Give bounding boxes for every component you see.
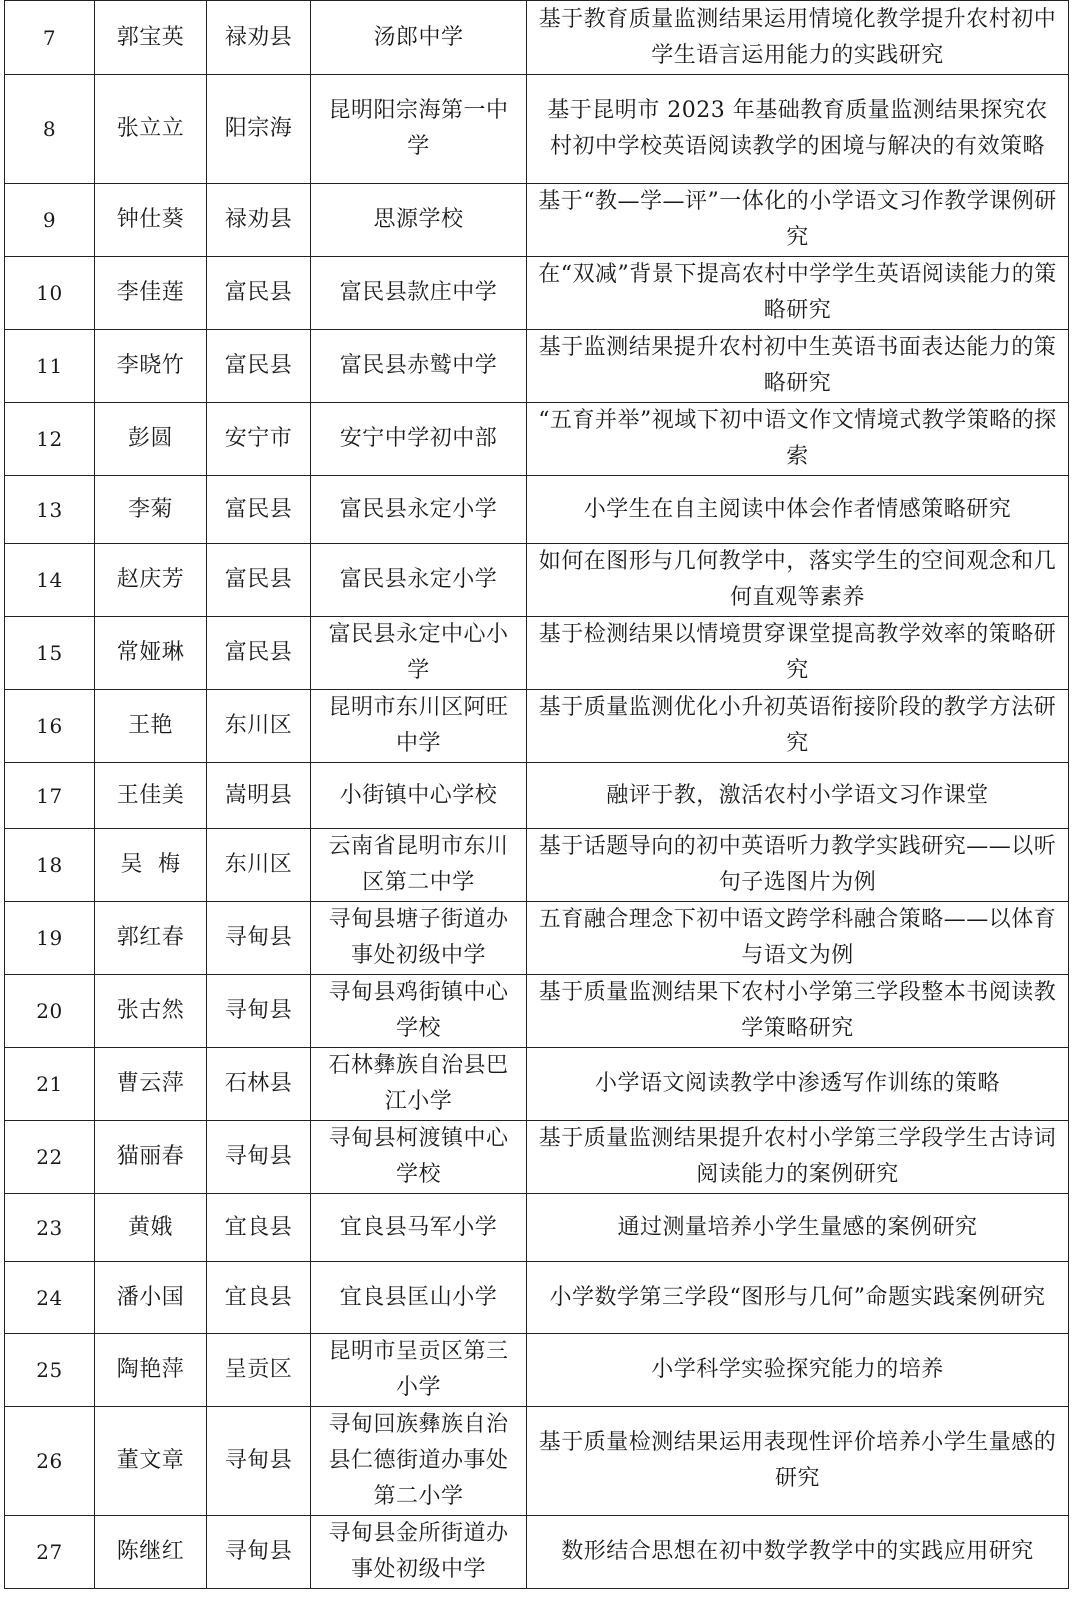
cell-name: 张古然 <box>95 975 207 1048</box>
cell-school: 思源学校 <box>311 184 527 257</box>
cell-school: 小街镇中心学校 <box>311 763 527 829</box>
cell-no: 10 <box>5 257 95 330</box>
cell-school: 寻甸县鸡街镇中心学校 <box>311 975 527 1048</box>
cell-no: 23 <box>5 1194 95 1262</box>
cell-no: 21 <box>5 1048 95 1121</box>
cell-no: 22 <box>5 1121 95 1194</box>
table-row <box>5 1334 1069 1407</box>
cell-no: 20 <box>5 975 95 1048</box>
table-row <box>5 763 1069 829</box>
cell-school: 寻甸县金所街道办事处初级中学 <box>311 1516 527 1589</box>
table-row <box>5 1048 1069 1121</box>
cell-title: 基于话题导向的初中英语听力教学实践研究——以听句子选图片为例 <box>527 829 1069 902</box>
table-row <box>5 184 1069 257</box>
cell-title: 基于检测结果以情境贯穿课堂提高教学效率的策略研究 <box>527 617 1069 690</box>
table-row <box>5 975 1069 1048</box>
cell-title: 小学语文阅读教学中渗透写作训练的策略 <box>527 1048 1069 1121</box>
cell-county: 富民县 <box>207 617 311 690</box>
cell-title: 小学生在自主阅读中体会作者情感策略研究 <box>527 476 1069 544</box>
cell-name: 吴 梅 <box>95 829 207 902</box>
cell-county: 禄劝县 <box>207 1 311 75</box>
cell-name: 郭宝英 <box>95 1 207 75</box>
cell-county: 禄劝县 <box>207 184 311 257</box>
cell-school: 富民县永定小学 <box>311 544 527 617</box>
cell-name: 王佳美 <box>95 763 207 829</box>
cell-title: 数形结合思想在初中数学教学中的实践应用研究 <box>527 1516 1069 1589</box>
cell-no: 15 <box>5 617 95 690</box>
table-row <box>5 1194 1069 1262</box>
table-row <box>5 1 1069 75</box>
cell-name: 陶艳萍 <box>95 1334 207 1407</box>
cell-county: 嵩明县 <box>207 763 311 829</box>
cell-county: 寻甸县 <box>207 902 311 975</box>
cell-no: 11 <box>5 330 95 403</box>
cell-name: 陈继红 <box>95 1516 207 1589</box>
cell-name: 彭圆 <box>95 403 207 476</box>
cell-county: 东川区 <box>207 690 311 763</box>
cell-county: 寻甸县 <box>207 1121 311 1194</box>
table-row <box>5 476 1069 544</box>
cell-county: 安宁市 <box>207 403 311 476</box>
cell-title: 小学科学实验探究能力的培养 <box>527 1334 1069 1407</box>
cell-county: 富民县 <box>207 257 311 330</box>
cell-school: 昆明市呈贡区第三小学 <box>311 1334 527 1407</box>
cell-county: 富民县 <box>207 544 311 617</box>
cell-school: 富民县款庄中学 <box>311 257 527 330</box>
cell-county: 石林县 <box>207 1048 311 1121</box>
cell-county: 宜良县 <box>207 1262 311 1334</box>
cell-title: 基于质量检测结果运用表现性评价培养小学生量感的研究 <box>527 1407 1069 1516</box>
cell-title: 融评于教，激活农村小学语文习作课堂 <box>527 763 1069 829</box>
cell-no: 25 <box>5 1334 95 1407</box>
table-row <box>5 403 1069 476</box>
cell-county: 寻甸县 <box>207 975 311 1048</box>
cell-school: 富民县赤鹫中学 <box>311 330 527 403</box>
cell-no: 26 <box>5 1407 95 1516</box>
cell-title: 在“双减”背景下提高农村中学学生英语阅读能力的策略研究 <box>527 257 1069 330</box>
cell-school: 昆明阳宗海第一中学 <box>311 75 527 184</box>
cell-title: 基于教育质量监测结果运用情境化教学提升农村初中学生语言运用能力的实践研究 <box>527 1 1069 75</box>
cell-school: 昆明市东川区阿旺中学 <box>311 690 527 763</box>
cell-name: 常娅琳 <box>95 617 207 690</box>
table-row <box>5 829 1069 902</box>
cell-name: 王艳 <box>95 690 207 763</box>
cell-name: 李菊 <box>95 476 207 544</box>
cell-county: 呈贡区 <box>207 1334 311 1407</box>
cell-title: 基于质量监测结果提升农村小学第三学段学生古诗词阅读能力的案例研究 <box>527 1121 1069 1194</box>
cell-name: 李佳莲 <box>95 257 207 330</box>
cell-name: 郭红春 <box>95 902 207 975</box>
table-row <box>5 1121 1069 1194</box>
cell-county: 阳宗海 <box>207 75 311 184</box>
cell-school: 宜良县马军小学 <box>311 1194 527 1262</box>
cell-title: 通过测量培养小学生量感的案例研究 <box>527 1194 1069 1262</box>
cell-name: 曹云萍 <box>95 1048 207 1121</box>
table-row <box>5 330 1069 403</box>
cell-name: 潘小国 <box>95 1262 207 1334</box>
cell-title: 基于监测结果提升农村初中生英语书面表达能力的策略研究 <box>527 330 1069 403</box>
cell-school: 宜良县匡山小学 <box>311 1262 527 1334</box>
cell-name: 董文章 <box>95 1407 207 1516</box>
cell-school: 安宁中学初中部 <box>311 403 527 476</box>
cell-school: 富民县永定小学 <box>311 476 527 544</box>
table-row <box>5 75 1069 184</box>
cell-county: 富民县 <box>207 476 311 544</box>
table-row <box>5 690 1069 763</box>
cell-no: 9 <box>5 184 95 257</box>
cell-county: 宜良县 <box>207 1194 311 1262</box>
cell-school: 云南省昆明市东川区第二中学 <box>311 829 527 902</box>
cell-title: 基于昆明市 2023 年基础教育质量监测结果探究农村初中学校英语阅读教学的困境与解决的有效策略 <box>527 75 1069 184</box>
cell-name: 猫丽春 <box>95 1121 207 1194</box>
cell-school: 寻甸县塘子街道办事处初级中学 <box>311 902 527 975</box>
cell-title: 基于“教—学—评”一体化的小学语文习作教学课例研究 <box>527 184 1069 257</box>
award-list-table <box>4 0 1069 1589</box>
table-row <box>5 1516 1069 1589</box>
cell-no: 19 <box>5 902 95 975</box>
cell-no: 27 <box>5 1516 95 1589</box>
cell-no: 12 <box>5 403 95 476</box>
cell-name: 钟仕葵 <box>95 184 207 257</box>
cell-no: 16 <box>5 690 95 763</box>
cell-name: 赵庆芳 <box>95 544 207 617</box>
cell-title: 小学数学第三学段“图形与几何”命题实践案例研究 <box>527 1262 1069 1334</box>
cell-county: 寻甸县 <box>207 1407 311 1516</box>
cell-no: 13 <box>5 476 95 544</box>
cell-school: 寻甸县柯渡镇中心学校 <box>311 1121 527 1194</box>
cell-no: 14 <box>5 544 95 617</box>
cell-no: 24 <box>5 1262 95 1334</box>
cell-title: 五育融合理念下初中语文跨学科融合策略——以体育与语文为例 <box>527 902 1069 975</box>
cell-county: 东川区 <box>207 829 311 902</box>
cell-county: 富民县 <box>207 330 311 403</box>
table-row <box>5 257 1069 330</box>
table-row <box>5 902 1069 975</box>
cell-no: 8 <box>5 75 95 184</box>
cell-no: 17 <box>5 763 95 829</box>
table-row <box>5 617 1069 690</box>
cell-title: “五育并举”视域下初中语文作文情境式教学策略的探索 <box>527 403 1069 476</box>
cell-county: 寻甸县 <box>207 1516 311 1589</box>
cell-no: 18 <box>5 829 95 902</box>
cell-no: 7 <box>5 1 95 75</box>
cell-title: 基于质量监测优化小升初英语衔接阶段的教学方法研究 <box>527 690 1069 763</box>
cell-name: 黄娥 <box>95 1194 207 1262</box>
cell-school: 富民县永定中心小学 <box>311 617 527 690</box>
cell-title: 基于质量监测结果下农村小学第三学段整本书阅读教学策略研究 <box>527 975 1069 1048</box>
cell-title: 如何在图形与几何教学中，落实学生的空间观念和几何直观等素养 <box>527 544 1069 617</box>
cell-name: 李晓竹 <box>95 330 207 403</box>
table-row <box>5 544 1069 617</box>
cell-school: 寻甸回族彝族自治县仁德街道办事处第二小学 <box>311 1407 527 1516</box>
table-row <box>5 1407 1069 1516</box>
cell-school: 汤郎中学 <box>311 1 527 75</box>
cell-school: 石林彝族自治县巴江小学 <box>311 1048 527 1121</box>
table-row <box>5 1262 1069 1334</box>
cell-name: 张立立 <box>95 75 207 184</box>
